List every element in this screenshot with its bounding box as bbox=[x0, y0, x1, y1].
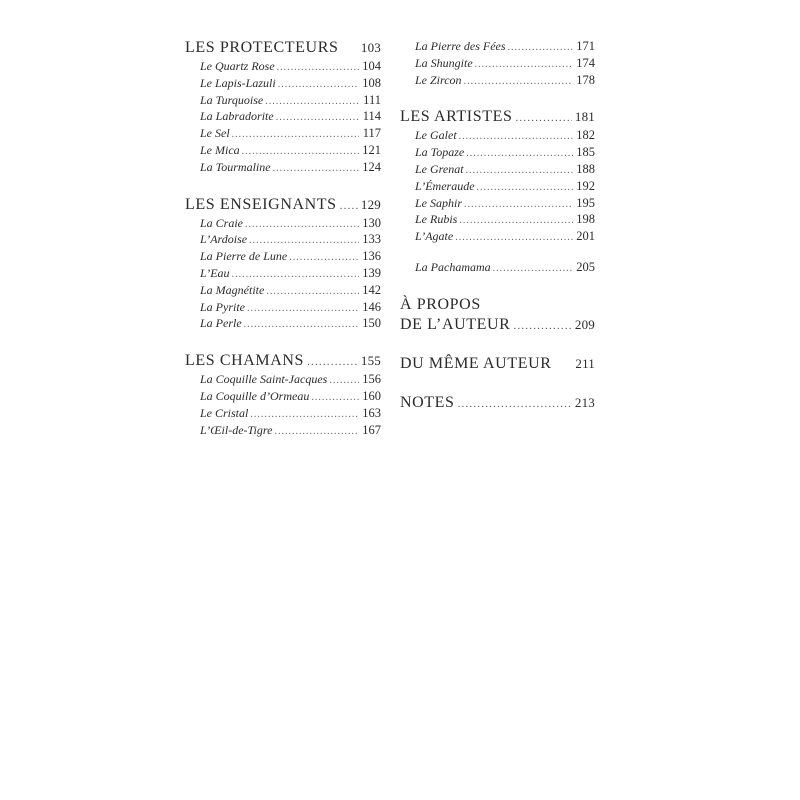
toc-entry[interactable] bbox=[400, 211, 595, 228]
toc-entry[interactable] bbox=[185, 215, 381, 232]
entry-title: Le Rubis bbox=[415, 212, 458, 227]
toc-entry[interactable] bbox=[185, 371, 381, 388]
entry-title: Le Sel bbox=[200, 126, 230, 141]
section-heading-enseignants[interactable] bbox=[185, 195, 381, 215]
entry-page-number: 188 bbox=[576, 161, 595, 176]
section-spacer bbox=[400, 374, 595, 393]
section-heading-protecteurs[interactable] bbox=[185, 38, 381, 58]
toc-entry[interactable] bbox=[185, 405, 381, 422]
toc-entry[interactable] bbox=[185, 125, 381, 142]
entry-page-number: 121 bbox=[362, 142, 381, 157]
entry-title: La Pierre de Lune bbox=[200, 249, 288, 264]
section-page-number: 213 bbox=[574, 394, 595, 410]
toc-entry[interactable] bbox=[185, 231, 381, 248]
section-page-number: 209 bbox=[574, 316, 595, 332]
entry-title: La Pyrite bbox=[200, 299, 245, 314]
dot-leader bbox=[513, 316, 571, 336]
entry-title: L’Agate bbox=[415, 229, 454, 244]
toc-entry[interactable] bbox=[185, 265, 381, 282]
dot-leader bbox=[515, 108, 571, 128]
toc-entry[interactable] bbox=[400, 144, 595, 161]
toc-entry-pachamama[interactable] bbox=[400, 259, 595, 276]
section-title: DU MÊME AUTEUR bbox=[400, 354, 552, 372]
entry-page-number: 171 bbox=[576, 39, 595, 53]
entry-title: L’Émeraude bbox=[415, 178, 475, 193]
dot-leader bbox=[459, 213, 573, 230]
entry-title: L’Eau bbox=[200, 265, 230, 280]
entry-title: Le Cristal bbox=[200, 405, 249, 420]
entry-title: Le Grenat bbox=[415, 161, 464, 176]
entry-page-number: 150 bbox=[362, 316, 381, 331]
dot-leader bbox=[273, 161, 359, 178]
dot-leader bbox=[307, 352, 358, 372]
toc-right-column bbox=[400, 38, 595, 413]
section-page-number: 155 bbox=[360, 353, 381, 369]
entry-title: Le Lapis-Lazuli bbox=[200, 75, 276, 90]
dot-leader bbox=[455, 230, 573, 247]
toc-entry[interactable] bbox=[185, 422, 381, 439]
entry-page-number: 156 bbox=[362, 372, 381, 387]
dot-leader bbox=[464, 74, 573, 91]
toc-entry[interactable] bbox=[185, 75, 381, 92]
toc-entry[interactable] bbox=[400, 127, 595, 144]
dot-leader bbox=[278, 77, 359, 94]
dot-leader bbox=[329, 373, 359, 390]
entry-page-number: 205 bbox=[576, 259, 595, 274]
entry-page-number: 163 bbox=[362, 405, 381, 420]
section-heading-chamans[interactable] bbox=[185, 351, 381, 371]
entry-title: La Tourmaline bbox=[200, 159, 271, 174]
entry-title: La Pierre des Fées bbox=[415, 39, 506, 53]
section-page-number: 211 bbox=[575, 355, 595, 371]
entry-title: La Magnétite bbox=[200, 282, 265, 297]
toc-entry[interactable] bbox=[185, 58, 381, 75]
section-spacer bbox=[400, 276, 595, 295]
entry-title: La Coquille Saint-Jacques bbox=[200, 372, 328, 387]
entry-page-number: 136 bbox=[362, 249, 381, 264]
toc-entry[interactable] bbox=[185, 142, 381, 159]
entry-title: Le Saphir bbox=[415, 195, 463, 210]
dot-leader bbox=[232, 127, 359, 144]
section-spacer bbox=[185, 332, 381, 351]
section-heading-a-propos[interactable] bbox=[400, 295, 595, 335]
dot-leader bbox=[245, 217, 359, 234]
dot-leader bbox=[466, 146, 573, 163]
entry-page-number: 130 bbox=[362, 215, 381, 230]
entry-page-number: 195 bbox=[576, 195, 595, 210]
dot-leader bbox=[464, 197, 573, 214]
entry-title: Le Mica bbox=[200, 142, 240, 157]
entry-title: La Topaze bbox=[415, 145, 465, 160]
toc-entry[interactable] bbox=[185, 108, 381, 125]
toc-entry[interactable] bbox=[185, 388, 381, 405]
dot-leader bbox=[276, 110, 359, 127]
entry-title: La Pachamama bbox=[415, 259, 491, 274]
entry-page-number: 185 bbox=[576, 145, 595, 160]
section-page-number: 103 bbox=[360, 40, 381, 55]
entry-page-number: 111 bbox=[363, 92, 381, 107]
toc-entry[interactable] bbox=[400, 228, 595, 245]
dot-leader bbox=[289, 250, 359, 267]
dot-leader bbox=[247, 301, 359, 318]
entry-page-number: 124 bbox=[362, 159, 381, 174]
entry-page-number: 174 bbox=[576, 55, 595, 70]
entry-page-number: 114 bbox=[362, 109, 381, 124]
toc-entry[interactable] bbox=[185, 159, 381, 176]
toc-left-column bbox=[185, 38, 381, 438]
entry-title: L’Œil-de-Tigre bbox=[200, 422, 273, 437]
dot-leader bbox=[493, 261, 573, 278]
toc-entry[interactable] bbox=[400, 195, 595, 212]
entry-page-number: 117 bbox=[362, 126, 381, 141]
entry-page-number: 182 bbox=[576, 128, 595, 143]
section-page-number: 181 bbox=[574, 109, 595, 125]
entry-title: La Turquoise bbox=[200, 92, 264, 107]
dot-leader bbox=[475, 57, 573, 74]
entry-page-number: 108 bbox=[362, 75, 381, 90]
section-title-line2: DE L’AUTEUR bbox=[400, 315, 511, 333]
dot-leader bbox=[266, 284, 359, 301]
section-heading-notes[interactable] bbox=[400, 393, 595, 413]
dot-leader bbox=[277, 60, 359, 77]
dot-leader bbox=[508, 40, 573, 57]
entry-page-number: 139 bbox=[362, 265, 381, 280]
entry-page-number: 198 bbox=[576, 212, 595, 227]
entry-title: La Craie bbox=[200, 215, 244, 230]
dot-leader bbox=[466, 163, 573, 180]
section-title-line1: À PROPOS bbox=[400, 295, 481, 313]
toc-entry[interactable] bbox=[400, 55, 595, 72]
dot-leader bbox=[477, 180, 573, 197]
entry-page-number: 146 bbox=[362, 299, 381, 314]
section-spacer bbox=[400, 88, 595, 107]
section-heading-du-meme-auteur[interactable] bbox=[400, 354, 595, 374]
entry-title: La Labradorite bbox=[200, 109, 274, 124]
entry-page-number: 178 bbox=[576, 72, 595, 87]
dot-leader bbox=[340, 196, 358, 216]
entry-page-number: 142 bbox=[362, 282, 381, 297]
toc-entry[interactable] bbox=[400, 72, 595, 89]
toc-entry[interactable] bbox=[400, 161, 595, 178]
entry-title: Le Zircon bbox=[415, 72, 462, 87]
section-title: LES ENSEIGNANTS bbox=[185, 195, 337, 213]
dot-leader bbox=[459, 129, 573, 146]
section-spacer bbox=[400, 335, 595, 354]
entry-page-number: 201 bbox=[576, 229, 595, 244]
toc-entry[interactable] bbox=[185, 248, 381, 265]
dot-leader bbox=[265, 94, 359, 111]
dot-leader bbox=[311, 390, 359, 407]
entry-page-number: 192 bbox=[576, 178, 595, 193]
dot-leader bbox=[244, 317, 359, 334]
toc-entry[interactable] bbox=[400, 38, 595, 55]
section-title: LES CHAMANS bbox=[185, 352, 305, 370]
section-spacer bbox=[400, 245, 595, 259]
entry-title: La Shungite bbox=[415, 55, 473, 70]
section-heading-artistes[interactable] bbox=[400, 107, 595, 127]
section-title: LES PROTECTEURS bbox=[185, 39, 339, 56]
entry-title: Le Quartz Rose bbox=[200, 59, 275, 73]
entry-title: L’Ardoise bbox=[200, 232, 248, 247]
toc-entry[interactable] bbox=[185, 92, 381, 109]
section-page-number: 129 bbox=[360, 196, 381, 212]
entry-title: Le Galet bbox=[415, 128, 457, 143]
toc-entry[interactable] bbox=[185, 282, 381, 299]
entry-page-number: 104 bbox=[362, 59, 381, 73]
toc-entry[interactable] bbox=[185, 315, 381, 332]
entry-title: La Coquille d’Ormeau bbox=[200, 388, 310, 403]
section-title: NOTES bbox=[400, 393, 455, 411]
entry-title: La Perle bbox=[200, 316, 242, 331]
section-spacer bbox=[185, 176, 381, 195]
entry-page-number: 167 bbox=[362, 422, 381, 437]
entry-page-number: 160 bbox=[362, 388, 381, 403]
section-title: LES ARTISTES bbox=[400, 108, 513, 126]
dot-leader bbox=[274, 424, 359, 441]
toc-entry[interactable] bbox=[185, 299, 381, 316]
toc-entry[interactable] bbox=[400, 178, 595, 195]
entry-page-number: 133 bbox=[362, 232, 381, 247]
dot-leader bbox=[458, 394, 572, 414]
